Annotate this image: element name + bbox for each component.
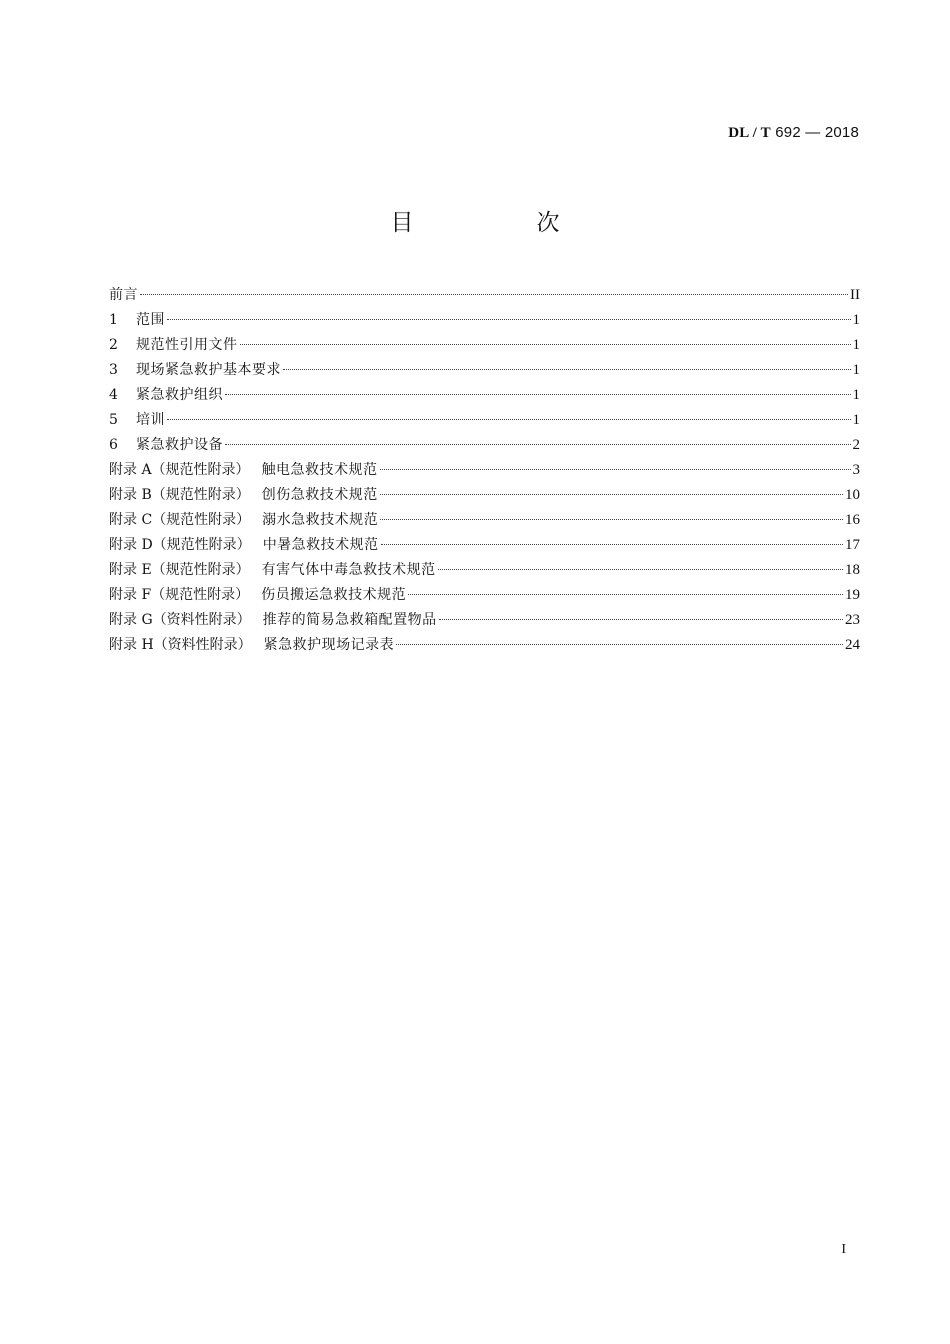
toc-entry-10[interactable] bbox=[109, 533, 860, 558]
toc-entry-number: 2 bbox=[109, 337, 118, 353]
toc-entry-text: 溺水急救技术规范 bbox=[262, 512, 379, 528]
toc-leader-dots bbox=[167, 319, 851, 320]
toc-entry-page: 19 bbox=[845, 587, 860, 603]
toc-entry-page: 24 bbox=[845, 637, 860, 653]
toc-leader-dots bbox=[380, 519, 843, 520]
toc-entry-page: 1 bbox=[852, 337, 860, 353]
toc-leader-dots bbox=[225, 394, 851, 395]
toc-entry-number: 1 bbox=[109, 312, 118, 328]
toc-entry-page: 2 bbox=[852, 437, 860, 453]
toc-entry-9[interactable] bbox=[109, 508, 860, 533]
toc-leader-dots bbox=[381, 544, 843, 545]
toc-entry-page: 10 bbox=[845, 487, 860, 503]
toc-entry-text: 有害气体中毒急救技术规范 bbox=[261, 562, 436, 578]
toc-leader-dots bbox=[438, 569, 843, 570]
toc-entry-text: 紧急救护组织 bbox=[136, 387, 223, 403]
toc-entry-11[interactable] bbox=[109, 558, 860, 583]
toc-entry-text: 紧急救护设备 bbox=[136, 437, 223, 453]
toc-entry-2[interactable] bbox=[109, 333, 860, 358]
toc-entry-number: 5 bbox=[109, 412, 118, 428]
toc-entry-number: 6 bbox=[109, 437, 118, 453]
toc-leader-dots bbox=[380, 494, 843, 495]
toc-entry-appendix: 附录 A（规范性附录） bbox=[109, 462, 250, 478]
toc-entry-text: 伤员搬运急救技术规范 bbox=[261, 587, 407, 603]
toc-entry-page: 1 bbox=[852, 412, 860, 428]
toc-entry-page: II bbox=[850, 287, 860, 303]
toc-entry-page: 1 bbox=[852, 362, 860, 378]
toc-entry-text: 培训 bbox=[136, 412, 165, 428]
toc-entry-page: 17 bbox=[845, 537, 860, 553]
toc-leader-dots bbox=[167, 419, 851, 420]
page-number: I bbox=[841, 1242, 846, 1257]
toc-leader-dots bbox=[283, 369, 851, 370]
toc-entry-12[interactable] bbox=[109, 583, 860, 608]
toc-entry-page: 3 bbox=[852, 462, 860, 478]
toc-entry-text: 规范性引用文件 bbox=[136, 337, 238, 353]
toc-entry-text: 触电急救技术规范 bbox=[261, 462, 378, 478]
toc-leader-dots bbox=[408, 594, 843, 595]
toc-entry-text: 推荐的简易急救箱配置物品 bbox=[262, 612, 437, 628]
toc-entry-text: 现场紧急救护基本要求 bbox=[136, 362, 281, 378]
toc-entry-7[interactable] bbox=[109, 458, 860, 483]
toc-entry-4[interactable] bbox=[109, 383, 860, 408]
toc-entry-14[interactable] bbox=[109, 633, 860, 658]
toc-leader-dots bbox=[396, 644, 843, 645]
toc-entry-appendix: 附录 E（规范性附录） bbox=[109, 562, 250, 578]
toc-leader-dots bbox=[380, 469, 851, 470]
toc-entry-6[interactable] bbox=[109, 433, 860, 458]
document-code-prefix: DL / T bbox=[728, 125, 771, 141]
toc-title: 目 次 bbox=[390, 210, 610, 236]
toc-entry-3[interactable] bbox=[109, 358, 860, 383]
document-code bbox=[728, 124, 859, 142]
toc-entry-appendix: 附录 C（规范性附录） bbox=[109, 512, 251, 528]
toc-leader-dots bbox=[140, 294, 848, 295]
toc-entry-appendix: 附录 B（规范性附录） bbox=[109, 487, 250, 503]
toc-entry-page: 1 bbox=[852, 387, 860, 403]
toc-entry-page: 18 bbox=[845, 562, 860, 578]
toc-entry-5[interactable] bbox=[109, 408, 860, 433]
toc-entry-page: 23 bbox=[845, 612, 860, 628]
toc-entry-number: 3 bbox=[109, 362, 118, 378]
toc-entry-13[interactable] bbox=[109, 608, 860, 633]
toc-entry-appendix: 附录 H（资料性附录） bbox=[109, 637, 252, 653]
toc-entry-number: 4 bbox=[109, 387, 118, 403]
table-of-contents bbox=[109, 283, 860, 658]
toc-leader-dots bbox=[439, 619, 843, 620]
toc-entry-8[interactable] bbox=[109, 483, 860, 508]
toc-entry-appendix: 附录 F（规范性附录） bbox=[109, 587, 250, 603]
toc-entry-0[interactable] bbox=[109, 283, 860, 308]
toc-entry-page: 16 bbox=[845, 512, 860, 528]
toc-entry-text: 范围 bbox=[136, 312, 165, 328]
toc-entry-page: 1 bbox=[852, 312, 860, 328]
toc-entry-1[interactable] bbox=[109, 308, 860, 333]
toc-entry-text: 创伤急救技术规范 bbox=[261, 487, 378, 503]
toc-entry-appendix: 附录 D（规范性附录） bbox=[109, 537, 251, 553]
toc-leader-dots bbox=[225, 444, 851, 445]
toc-entry-text: 前言 bbox=[109, 287, 138, 303]
toc-leader-dots bbox=[240, 344, 851, 345]
document-code-number: 692 — 2018 bbox=[775, 124, 859, 141]
toc-entry-text: 中暑急救技术规范 bbox=[262, 537, 379, 553]
toc-entry-text: 紧急救护现场记录表 bbox=[263, 637, 395, 653]
toc-entry-appendix: 附录 G（资料性附录） bbox=[109, 612, 251, 628]
